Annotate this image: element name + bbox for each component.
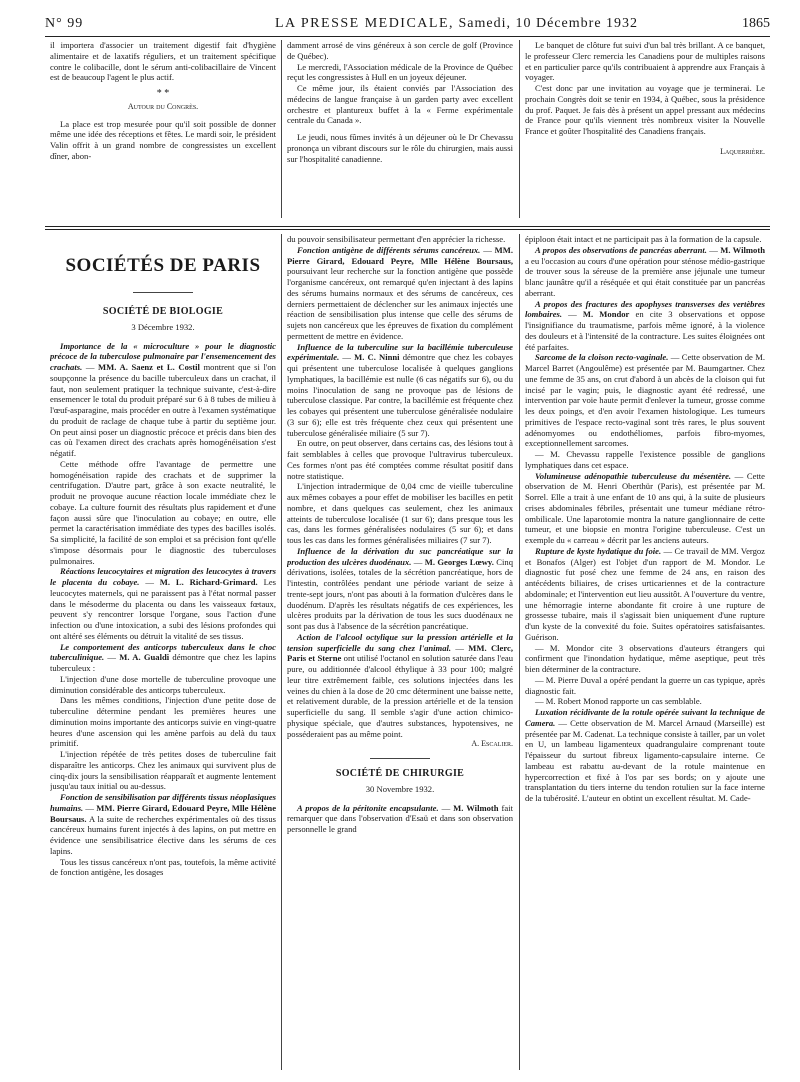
article-authors: MM. A. Saenz et L. Costil (98, 362, 200, 372)
column-divider (519, 234, 520, 1070)
paragraph: Ce même jour, ils étaient conviés par l'Association des médecins de langue française à un garden party avec excellent orchestre et plantureux buffet à la « Ferme expérimentale centrale du Canada ». (287, 83, 513, 126)
article-text: Cette observation de M. Marcel Arnaud (Marseille) est présentée par M. Cadenat. La technique consiste à tailler, par un volet en U, un lambeau ligamenteux quadrangulaire comprenant toute l'épaisseur du surtout fibreux ligamento-capsulaire interne. Ce lambeau est rabattu au-devant de la rotule maintenue en hypercorrection et fixé à l'os par ses bords; on y ajoute une transplantation du tiers interne du tendon rotulien sur la face interne de la tubérosité. L'auteur en obtint un excellent résultat. M. Cade- (525, 717, 765, 803)
section-rule (45, 226, 770, 227)
paragraph: — M. Robert Monod rapporte un cas semblable. (535, 696, 702, 707)
article: Influence de la tuberculine sur la bacillémie tuberculeuse expérimentale. — M. C. Ninni démontre que chez les cobayes qui présentent une tuberculose localisée à quelques ganglions lymphatiques, la bacillémie est nulle (6 cas négatifs sur 6), ou du moins l'inoculation de sang ne provoque pas de lésions de tuberculose classique. Par contre, la bacillémie est fréquente chez les cobayes qui présentent une tuberculose généralisée nodulaire (3 sur 6); elle est très fréquente chez ceux qui présentent une tuberculose généralisée miliaire (5 sur 7). (287, 341, 513, 438)
article-text: A la suite de recherches expérimentales où des tissus cancéreux humains furent injectés à des lapins, on put mettre en évidence une sensibilisatrice élective dans les sérums de ces lapins. (50, 813, 276, 856)
article: Volumineuse adénopathie tuberculeuse du mésentère. — Cette observation de M. Henri Oberthür (Paris), est présentée par M. Sorrel. Elle a trait à une enfant de 10 ans qui, à la suite de plusieurs crises abdominales fébriles, présentait une tumeur médiane rétro-ombilicale. Une laparotomie montra la nature ganglionnaire de cette tumeur, et une biopsie en montra l'origine tuberculeuse. C'est un exemple du « carreau » décrit par les anciens auteurs. (525, 470, 765, 545)
paragraph: Dans les mêmes conditions, l'injection d'une petite dose de tuberculine détermine pendant les premières heures une diminution moins importante des anticorps suivie en vingt-quatre heures d'une ascension qui les amène parfois au delà du taux primitif. (50, 695, 276, 749)
article-authors: M. Wilmoth (453, 802, 499, 813)
column-divider (281, 234, 282, 1070)
article-title: Influence de la tuberculine sur la bacillémie tuberculeuse expérimentale. (287, 341, 513, 363)
journal-title-line (275, 16, 638, 32)
paragraph: — M. Mondor cite 3 observations d'auteurs étrangers qui confirment que l'inondation hydatique, même aseptique, peut très bien déterminer de la contracture. (525, 642, 765, 674)
article-title: Luxation récidivante de la rotule opérée suivant la technique de Camera. (525, 707, 765, 728)
article: Influence de la dérivation du suc pancréatique sur la production des ulcères duodénaux. — M. Georges Lœwy. Cinq dérivations, isolées, totales de la sécrétion pancréatique, hors de l'intestin, contrôlées pendant une période variant de seize à trente-sept jours, n'ont pas abouti à la formation d'ulcères dans le duodénum. D'après les résultats négatifs de ces expériences, les ulcères produits par la dérivation de tous les sucs duodénaux ne sont pas dus à l'absence de la sécrétion pancréatique. (287, 545, 513, 631)
article-authors: M. Georges Lœwy. (424, 556, 494, 567)
column-3 (525, 234, 765, 1064)
article-title: Sarcome de la cloison recto-vaginale. (535, 352, 669, 363)
column-divider (519, 40, 520, 218)
paragraph: Cette méthode offre l'avantage de permettre une homogénéisation rapide des crachats et de supprimer la centrifugation. D'autre part, grâce à son exacte neutralité, le produit ne provoque aucune réaction locale immédiate chez le cobaye. La culture fournit des résultats plus rapidement et d'une façon aussi sûre que l'inoculation au cobaye; en outre, elle permet la caractérisation immédiate des types des bacilles isolés. Sa simplicité, la facilité de son emploi et sa précision font qu'elle s'impose désormais pour le diagnostic des tuberculoses pulmonaires. (50, 458, 276, 566)
subsection-title: Autour du Congrès. (127, 101, 199, 111)
journal-title: LA PRESSE MEDICALE, (275, 16, 455, 31)
column-1 (50, 234, 276, 1064)
article-title: Fonction de sensibilisation par différents tissus néoplasiques humains. (50, 792, 276, 813)
paragraph: Le banquet de clôture fut suivi d'un bal très brillant. A ce banquet, le professeur Clerc remercia les Canadiens pour de multiples raisons et en particulier parce qu'ils contribuaient à apprendre aux Français à voyager. (525, 40, 765, 83)
session-date: 30 Novembre 1932. (365, 783, 435, 794)
article: Le comportement des anticorps tuberculeux dans le choc tuberculinique. — M. A. Gualdi démontre que chez les lapins tuberculeux : (50, 641, 276, 673)
article-authors: M. L. Richard-Grimard. (159, 577, 258, 587)
signature: Laquerrière. (720, 146, 765, 156)
page-number: 1865 (742, 16, 770, 31)
page-header (45, 14, 770, 34)
article-title: Action de l'alcool octylique sur la pression artérielle et la tension superficielle du sang chez l'animal. (287, 631, 513, 653)
paragraph: Le jeudi, nous fûmes invités à un déjeuner où le Dr Chevassu prononça un vibrant discours sur le rôle du chirurgien, mais aussi sur l'hospitalité canadienne. (287, 132, 513, 164)
article-text: fait remarquer que dans l'observation d'Esaü et dans son observation personnelle le grand (287, 802, 513, 834)
column-divider (281, 40, 282, 218)
article-text: montrent que si l'on soupçonne la présence du bacille tuberculeux dans un crachat, il faut, non seulement pratiquer la technique suivante, c'est-à-dire ensemencer le total du produit préparé sur 6 à 8 tubes de milieu à l'œuf-asparagine, mais procéder en outre à l'examen systématique du produit de raclage de chaque tube à partir du septième jour. On peut ainsi poser un diagnostic précoce et précis dans bien des cas où l'examen direct des crachats après homogénéisation s'est négatif. (50, 362, 276, 458)
article: Luxation récidivante de la rotule opérée suivant la technique de Camera. — Cette observation de M. Marcel Arnaud (Marseille) est présentée par M. Cadenat. La technique consiste à tailler, par un volet en U, un lambeau ligamenteux quadrangulaire comprenant toute l'épaisseur du surtout fibreux ligamento-capsulaire interne. Ce lambeau est rabattu au-devant de la rotule maintenue en hypercorrection et fixé à l'os par ses bords; on y ajoute une transplantation du tiers interne du tendon rotulien sur la face interne de la tubérosité. L'auteur en obtint un excellent résultat. M. Cade- (525, 707, 765, 803)
top-column-2 (287, 40, 513, 220)
top-column-3 (525, 40, 765, 220)
session-date: 3 Décembre 1932. (131, 321, 195, 332)
paragraph: L'injection intradermique de 0,04 cmc de vieille tuberculine aux mêmes cobayes a pour effet de mobiliser les bacilles en petit nombre, et dans quelques cas seulement, chez les animaux atteints de tuberculose localisée (1 sur 6); dans presque tous les cas, dans les formes généralisées nodulaires (5 sur 6); et dans tous les cas dans les formes généralisées miliaires (7 sur 7). (287, 481, 513, 545)
article-text: Cette observation de M. Henri Oberthür (Paris), est présentée par M. Sorrel. Elle a trait à une enfant de 10 ans qui, à la suite de plusieurs crises abdominales fébriles, présentait une tumeur médiane rétro-ombilicale. Une laparotomie montra la nature ganglionnaire de cette tumeur, et une biopsie en montra l'origine tuberculeuse. C'est un exemple du « carreau » décrit par les anciens auteurs. (525, 470, 765, 545)
paragraph: Le mercredi, l'Association médicale de la Province de Québec reçut les congressistes à Hull en un joyeux déjeuner. (287, 61, 513, 83)
paragraph: L'injection répétée de très petites doses de tuberculine fait disparaître les anticorps. Chez les animaux qui survivent plus de cinq-dix jours la sensibilisation réapparaît et augmente lentement jusqu'au taux initial ou au-dessus. (50, 749, 276, 792)
article-authors: M. A. Gualdi (119, 652, 170, 663)
article-title: Fonction antigène de différents sérums cancéreux. (297, 244, 481, 255)
article: Action de l'alcool octylique sur la pression artérielle et la tension superficielle du sang chez l'animal. — MM. Clerc, Paris et Sterne ont utilisé l'octanol en solution saturée dans l'eau pure, ou additionnée d'alcool éthylique à 33 pour 100; malgré leur titre extrêmement faible, ces solutions injectées dans les veines du chien à la dose de 20 cmc déterminent une baisse nette, et relativement durable, de la pression artérielle et de la tension superficielle du sang. Il semble s'agir d'une action chimico-physique spéciale, que d'autres substances, hypotensives, ne posséderaient pas au même point. (287, 631, 513, 739)
article: Fonction de sensibilisation par différents tissus néoplasiques humains. — MM. Pierre Girard, Edouard Peyre, Mlle Hélène Boursaus. A la suite de recherches expérimentales où des tissus cancéreux humains furent injectés à des lapins, on put mettre en évidence une sensibilisatrice élective dans les sérums de ces lapins. (50, 792, 276, 856)
article-authors: MM. Pierre Girard, Edouard Peyre, Mlle Hélène Boursaus, (287, 244, 513, 266)
paragraph: du pouvoir sensibilisateur permettant d'en apprécier la richesse. (287, 234, 506, 244)
article-title: A propos de la péritonite encapsulante. (297, 802, 439, 813)
article: Réactions leucocytaires et migration des leucocytes à travers le placenta du cobaye. — M. L. Richard-Grimard. Les leucocytes maternels, qui ne paraissent pas à l'état normal passer dans le mésoderme du placenta ou dans les vaisseaux fœtaux, peuvent s'y rencontrer lorsque l'organe, sous l'action d'une infection ou d'une intoxication, a subi des lésions profondes qui ont altéré ses éléments ou détruit la vitalité de ses tissus. (50, 566, 276, 641)
column-2 (287, 234, 513, 1064)
article-authors: M. Wilmoth (720, 244, 765, 255)
article-text: en cite 3 observations et oppose l'insignifiance du traumatisme, parfois même ignoré, à la violence des douleurs et à l'intensité de la contracture. Les suites éloignées ont été parfaites. (525, 309, 765, 352)
article-text: a eu l'occasion au cours d'une opération pour sténose médio-gastrique de trouver sous la séreuse de la première anse jéjunale une tumeur blanc jaunâtre qu'il a réséquée et qui était constituée par un pancréas aberrant. (525, 255, 765, 298)
divider (370, 758, 430, 759)
article-text: Cette observation de M. Marcel Barret (Angoulême) est présentée par M. Baumgartner. Chez une femme de 35 ans, on crut d'abord à un abcès de la cloison qui fut incisé par le vagin; puis, le diagnostic ayant été redressé, une intervention par voie haute permit d'enlever la tumeur, grosse comme les deux poings, et d'en avoir l'examen histologique. Les tumeurs primitives de l'espace recto-vaginal sont très rares, le plus souvent adénomyomes ou endothéliomes, parfois fibro-myomes, exceptionnellement sarcomes. (525, 352, 765, 449)
top-column-1 (50, 40, 276, 220)
paragraph: — M. Chevassu rappelle l'existence possible de ganglions lymphatiques dans cet espace. (525, 449, 765, 470)
article-authors: MM. Clerc, Paris et Sterne (287, 642, 513, 664)
divider (133, 292, 193, 293)
article: A propos des fractures des apophyses transverses des vertèbres lombaires. — M. Mondor en cite 3 observations et oppose l'insignifiance du traumatisme, parfois même ignoré, à la violence des douleurs et à l'intensité de la contracture. Les suites éloignées ont été parfaites. (525, 298, 765, 352)
article-authors: M. Mondor (582, 309, 630, 320)
issue-number: N° 99 (45, 16, 84, 31)
paragraph: damment arrosé de vins généreux à son cercle de golf (Province de Québec). (287, 40, 513, 61)
paragraph: C'est donc par une invitation au voyage que je terminerai. Le prochain Congrès doit se tenir en 1934, à Québec, sous la présidence du prof. Paquet. Je fais dès à présent un appel pressant aux médecins de France pour qu'ils viennent très nombreux visiter la Nouvelle France et goûter l'hospitalité des Canadiens français. (525, 83, 765, 136)
asterism: * * (156, 88, 170, 99)
issue-date: Samedi, 10 Décembre 1932 (458, 16, 639, 31)
article: A propos des observations de pancréas aberrant. — M. Wilmoth a eu l'occasion au cours d'une opération pour sténose médio-gastrique de trouver sous la séreuse de la première anse jéjunale une tumeur blanc jaunâtre qu'il a réséquée et qui était constituée par un pancréas aberrant. (525, 244, 765, 298)
section-title: SOCIÉTÉS DE PARIS (65, 255, 261, 276)
article-title: Le comportement des anticorps tuberculeux dans le choc tuberculinique. (50, 641, 276, 663)
article-title: Influence de la dérivation du suc pancréatique sur la production des ulcères duodénaux. (287, 545, 513, 567)
article-text: démontre que chez les lapins tuberculeux : (50, 652, 276, 673)
paragraph: L'injection d'une dose mortelle de tuberculine provoque une diminution considérable des anticorps tuberculeux. (50, 673, 276, 695)
signature: A. Escalier. (471, 739, 513, 749)
article-title: Rupture de kyste hydatique du foie. (535, 545, 662, 556)
article-title: A propos des observations de pancréas aberrant. (535, 244, 707, 255)
paragraph: — M. Pierre Duval a opéré pendant la guerre un cas typique, après diagnostic fait. (525, 674, 765, 696)
article-text: Cinq dérivations, isolées, totales de la sécrétion pancréatique, hors de l'intestin, contrôlées pendant une période variant de seize à trente-sept jours, n'ont pas abouti à la formation d'ulcères dans le duodénum. D'après les résultats négatifs de ces expériences, les ulcères produits par la dérivation de tous les sucs duodénaux ne sont pas dus à l'absence de la sécrétion pancréatique. (287, 556, 513, 631)
society-title: SOCIÉTÉ DE BIOLOGIE (102, 306, 224, 317)
article-text: ont utilisé l'octanol en solution saturée dans l'eau pure, ou additionnée d'alcool éthylique à 33 pour 100; malgré leur titre extrêmement faible, ces solutions injectées dans les veines du chien à la dose de 20 cmc déterminent une baisse nette, et relativement durable, de la pression artérielle et de la tension superficielle du sang. Il semble s'agir d'une action chimico-physique spéciale, que d'autres substances, hypotensives, ne posséderaient pas au même point. (287, 653, 513, 739)
article: Rupture de kyste hydatique du foie. — Ce travail de MM. Vergoz et Bonafos (Alger) est l'objet d'un rapport de M. Mondor. Le diagnostic fut posé chez une femme de 24 ans, en raison des antécédents biliaires, de crises urticariennes et de la contracture abdominale; et l'intervention eut lieu aussitôt. A l'ouverture du ventre, une hémorragie interne abondante fit croire à une rupture de grossesse tubaire, mais il s'agissait bien uniquement d'une rupture d'un kyste de la convexité du foie. Suites opératoires satisfaisantes. Guérison. (525, 545, 765, 642)
article-text: poursuivant leur recherche sur la fonction antigène que possède l'organisme cancéreux, ont remarqué qu'en injectant à des lapins des sérums humains normaux et des sérums de cancéreux, ces derniers permettaient de déclencher sur les animaux injectés une réaction de sensibilisation plus intense que celle des sérums de sujets non cancéreux que les épreuves de fixation du complément permettent de mettre en évidence. (287, 266, 513, 341)
header-rule (45, 36, 770, 37)
article-text: démontre que chez les cobayes qui présentent une tuberculose localisée à quelques ganglions lymphatiques, la bacillémie est nulle (6 cas négatifs sur 6), ou du moins l'inoculation de sang ne provoque pas de lésions de tuberculose classique. Par contre, la bacillémie est fréquente chez les cobayes qui présentent une tuberculose généralisée nodulaire (3 sur 6); elle est très fréquente chez ceux qui présentent une tuberculose généralisée miliaire (5 sur 7). (287, 352, 513, 438)
article: Importance de la « microculture » pour le diagnostic précoce de la tuberculose pulmonaire par l'ensemencement des crachats. — MM. A. Saenz et L. Costil montrent que si l'on soupçonne la présence du bacille tuberculeux dans un crachat, il faut, non seulement pratiquer la technique suivante, c'est-à-dire ensemencer le total du produit préparé sur 6 à 8 tubes de milieu à l'œuf-asparagine, mais procéder en outre à l'examen systématique du produit de raclage de chaque tube à partir du septième jour. On peut ainsi poser un diagnostic précoce et précis dans bien des cas où l'examen direct des crachats après homogénéisation s'est négatif. (50, 340, 276, 458)
article-title: Volumineuse adénopathie tuberculeuse du mésentère. (535, 470, 732, 481)
article-text: Les leucocytes maternels, qui ne paraissent pas à l'état normal passer dans le mésoderme du placenta ou dans les vaisseaux fœtaux, peuvent s'y rencontrer lorsque l'organe, sous l'action d'une infection ou d'une intoxication, a subi des lésions profondes qui ont altéré ses éléments ou détruit la vitalité de ses tissus. (50, 577, 276, 641)
paragraph: La place est trop mesurée pour qu'il soit possible de donner même une idée des réceptions et fêtes. Le mardi soir, le président Valin offrit à un grand nombre de congressistes un excellent dîner, abon- (50, 118, 276, 161)
paragraph: Tous les tissus cancéreux n'ont pas, toutefois, la même activité de fonction antigène, les dosages (50, 856, 276, 878)
article-title: A propos des fractures des apophyses transverses des vertèbres lombaires. (525, 298, 765, 320)
paragraph: il importera d'associer un traitement digestif fait d'hygiène alimentaire et de laxatifs réguliers, et un traitement spécifique contre le colibacille, dont le sérum anti-colibacillaire de Vincent est de beaucoup l'agent le plus actif. (50, 40, 276, 83)
article-authors: MM. Pierre Girard, Edouard Peyre, Mlle Hélène Boursaus. (50, 802, 276, 824)
paragraph: épiploon était intact et ne participait pas à la formation de la capsule. (525, 234, 762, 244)
article-authors: M. C. Ninni (354, 352, 400, 363)
society-title: SOCIÉTÉ DE CHIRURGIE (335, 768, 465, 779)
article-title: Importance de la « microculture » pour le diagnostic précoce de la tuberculose pulmonaire par l'ensemencement des crachats. (50, 340, 276, 372)
article-text: Ce travail de MM. Vergoz et Bonafos (Alger) est l'objet d'un rapport de M. Mondor. Le diagnostic fut posé chez une femme de 24 ans, en raison des antécédents biliaires, de crises urticariennes et de la contracture abdominale; et l'intervention eut lieu aussitôt. A l'ouverture du ventre, une hémorragie interne abondante fit croire à une rupture de grossesse tubaire, mais il s'agissait bien uniquement d'une rupture d'un kyste de la convexité du foie. Suites opératoires satisfaisantes. Guérison. (525, 545, 765, 642)
article: Sarcome de la cloison recto-vaginale. — Cette observation de M. Marcel Barret (Angoulême) est présentée par M. Baumgartner. Chez une femme de 35 ans, on crut d'abord à un abcès de la cloison qui fut incisé par le vagin; puis, le diagnostic ayant été redressé, une intervention par voie haute permit d'enlever la tumeur, grosse comme les deux poings, et d'en avoir l'examen histologique. Les tumeurs primitives de l'espace recto-vaginal sont très rares, le plus souvent adénomyomes ou endothéliomes, parfois fibro-myomes, exceptionnellement sarcomes. (525, 352, 765, 449)
section-rule-double (45, 229, 770, 230)
article: Fonction antigène de différents sérums cancéreux. — MM. Pierre Girard, Edouard Peyre, Mlle Hélène Boursaus, poursuivant leur recherche sur la fonction antigène que possède l'organisme cancéreux, ont remarqué qu'en injectant à des lapins des sérums humains normaux et des sérums de cancéreux, ces derniers permettaient de déclencher sur les animaux injectés une réaction de sensibilisation plus intense que celle des sérums de sujets non cancéreux que les épreuves de fixation du complément permettent de mettre en évidence. (287, 244, 513, 341)
article: A propos de la péritonite encapsulante. — M. Wilmoth fait remarquer que dans l'observation d'Esaü et dans son observation personnelle le grand (287, 802, 513, 834)
paragraph: En outre, on peut observer, dans certains cas, des lésions tout à fait semblables à celles que provoque l'ultravirus tuberculeux. Ces formes n'ont pas été comptées comme résultat positif dans notre statistique. (287, 438, 513, 481)
article-title: Réactions leucocytaires et migration des leucocytes à travers le placenta du cobaye. (50, 566, 276, 587)
